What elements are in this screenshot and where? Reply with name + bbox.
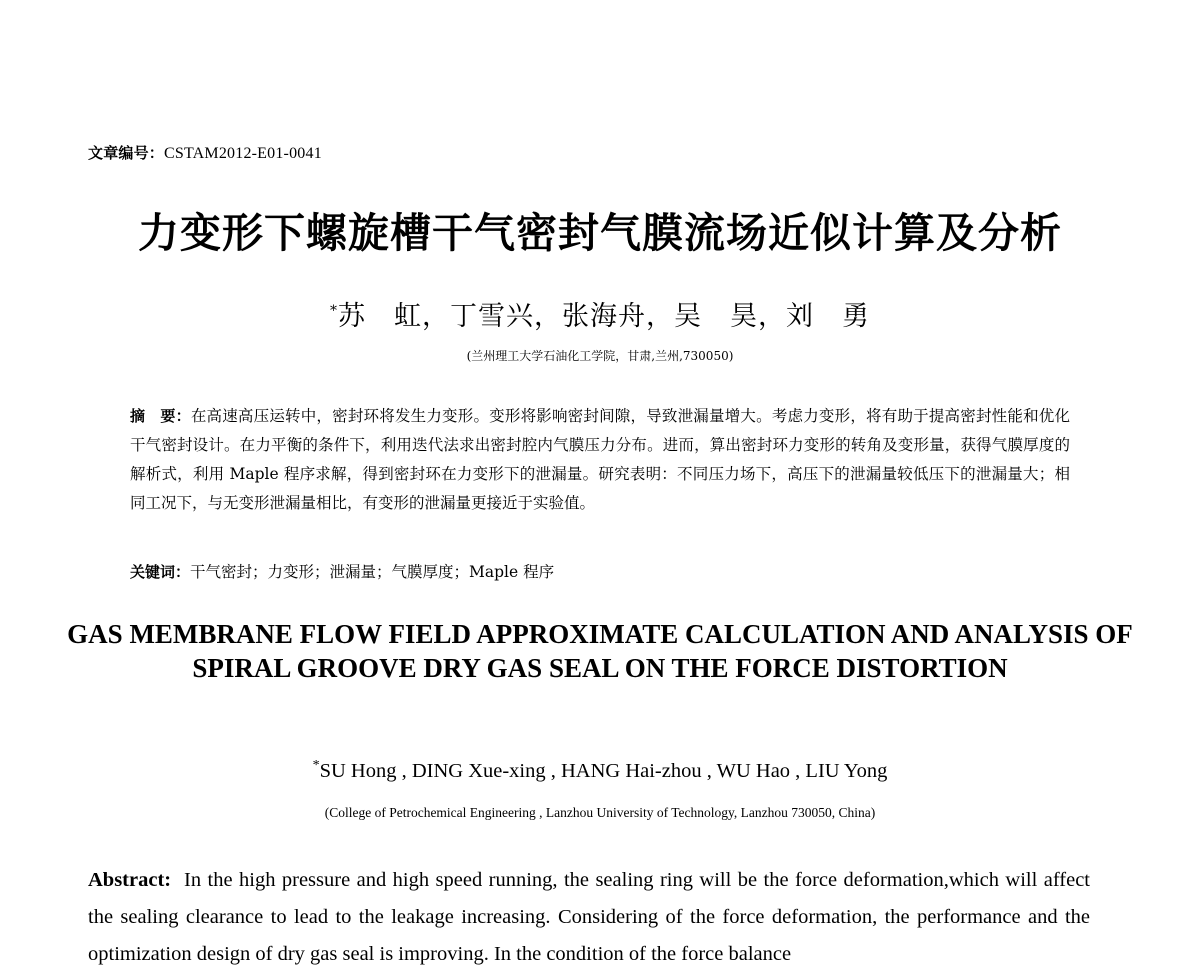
keywords-chinese bbox=[130, 560, 554, 582]
authors-chinese bbox=[0, 294, 1200, 333]
abstract-chinese bbox=[130, 402, 1070, 518]
title-chinese: 力变形下螺旋槽干气密封气膜流场近似计算及分析 bbox=[138, 209, 1062, 257]
corresponding-author-marker: * bbox=[330, 303, 338, 319]
article-number bbox=[88, 142, 322, 163]
article-number-label: 文章编号： bbox=[88, 144, 165, 162]
affiliation-english: (College of Petrochemical Engineering , Lanzhou University of Technology, Lanzhou 730050, China) bbox=[324, 805, 876, 820]
abstract-english-text: In the high pressure and high speed running, the sealing ring will be the force deformation,which will affect the sealing clearance to lead to the leakage increasing. Considering of the force deformation, the performance and the optimization design of dry gas seal is improving. In the condition of the force balance bbox=[88, 869, 1090, 965]
abstract-english-label: Abstract: bbox=[88, 869, 172, 891]
authors-chinese-text: 苏 虹，丁雪兴，张海舟，吴 昊，刘 勇 bbox=[338, 301, 870, 332]
affiliation-chinese: (兰州理工大学石油化工学院，甘肃,兰州,730050) bbox=[466, 349, 734, 363]
keywords-chinese-text: 干气密封；力变形；泄漏量；气膜厚度；Maple 程序 bbox=[190, 563, 555, 581]
abstract-chinese-text: 在高速高压运转中，密封环将发生力变形。变形将影响密封间隙，导致泄漏量增大。考虑力变形，将有助于提高密封性能和优化干气密封设计。在力平衡的条件下，利用迭代法求出密封腔内气膜压力分布。进而，算出密封环力变形的转角及变形量，获得气膜厚度的解析式，利用 Maple 程序求解，得到密封环在力变形下的泄漏量。研究表明：不同压力场下，高压下的泄漏量较低压下的泄漏量大；相同工况下，与无变形泄漏量相比，有变形的泄漏量更接近于实验值。 bbox=[130, 407, 1070, 512]
keywords-chinese-label: 关键词： bbox=[130, 563, 191, 581]
abstract-chinese-label: 摘 要： bbox=[130, 407, 191, 425]
authors-english-text: SU Hong , DING Xue-xing , HANG Hai-zhou , WU Hao , LIU Yong bbox=[319, 759, 888, 782]
abstract-english bbox=[88, 862, 1090, 973]
corresponding-author-marker-en: * bbox=[312, 758, 320, 773]
title-english: GAS MEMBRANE FLOW FIELD APPROXIMATE CALCULATION AND ANALYSIS OF SPIRAL GROOVE DRY GAS SEAL ON THE FORCE DISTORTION bbox=[67, 619, 1133, 683]
article-number-value: CSTAM2012-E01-0041 bbox=[164, 145, 322, 162]
authors-english bbox=[0, 758, 1200, 783]
